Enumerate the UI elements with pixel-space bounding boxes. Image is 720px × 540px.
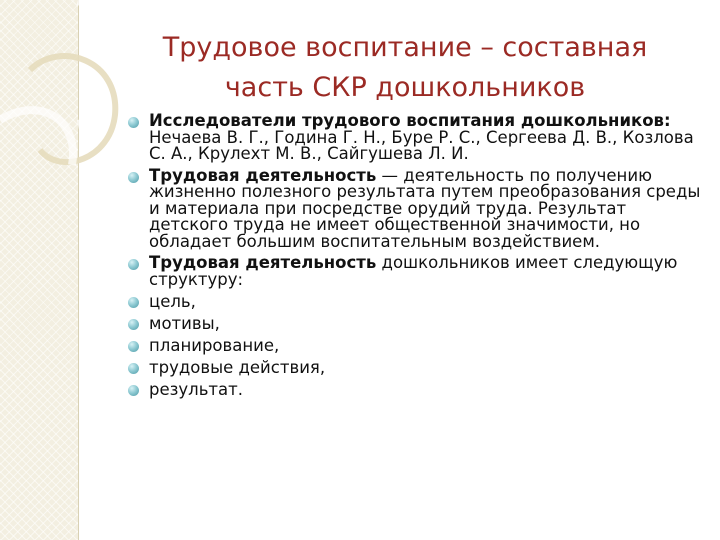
bullet-icon — [128, 341, 139, 352]
bullet-icon — [128, 319, 139, 330]
structure-item-label: цель, — [149, 292, 196, 311]
bullet-researchers-text: Нечаева В. Г., Година Г. Н., Буре Р. С., Сергеева Д. В., Козлова С. А., Крулехт М. В., Сайгушева Л. И. — [149, 127, 694, 163]
bullet-structure-text: дошкольников имеет следующую структуру: — [149, 253, 678, 289]
bullet-definition-text: — деятельность по получению жизненно полезного результата путем преобразования среды и материала при посредстве орудий труда. Результат детского труда не имеет общественной значимости, но обладает большим воспитательным воздействием. — [149, 165, 701, 251]
bullet-structure-term: Трудовая деятельность — [149, 253, 377, 272]
structure-item-label: мотивы, — [149, 314, 220, 333]
structure-item-label: результат. — [149, 380, 244, 399]
bullet-list — [128, 113, 703, 403]
bullet-definition-term: Трудовая деятельность — [149, 165, 377, 185]
slide-title-line-1: Трудовое воспитание – составная — [162, 32, 648, 63]
structure-item-label: трудовые действия, — [149, 358, 326, 377]
slide-title-line-2: часть СКР дошкольников — [224, 72, 586, 103]
bullet-icon — [128, 172, 139, 183]
bullet-icon — [128, 385, 139, 396]
structure-item-actions — [128, 359, 703, 377]
bullet-icon — [128, 117, 139, 128]
bullet-researchers — [128, 113, 703, 163]
bullet-icon — [128, 297, 139, 308]
bullet-icon — [128, 259, 139, 270]
slide-title — [110, 28, 700, 108]
decorative-side-panel — [0, 0, 79, 540]
bullet-icon — [128, 363, 139, 374]
bullet-labor-activity-definition — [128, 165, 703, 251]
structure-item-motives — [128, 315, 703, 333]
structure-item-label: планирование, — [149, 336, 280, 355]
bullet-labor-activity-structure — [128, 255, 703, 288]
structure-item-goal — [128, 293, 703, 311]
bullet-researchers-heading: Исследователи трудового воспитания дошкольников: — [149, 111, 671, 130]
structure-item-planning — [128, 337, 703, 355]
structure-item-result — [128, 381, 703, 399]
